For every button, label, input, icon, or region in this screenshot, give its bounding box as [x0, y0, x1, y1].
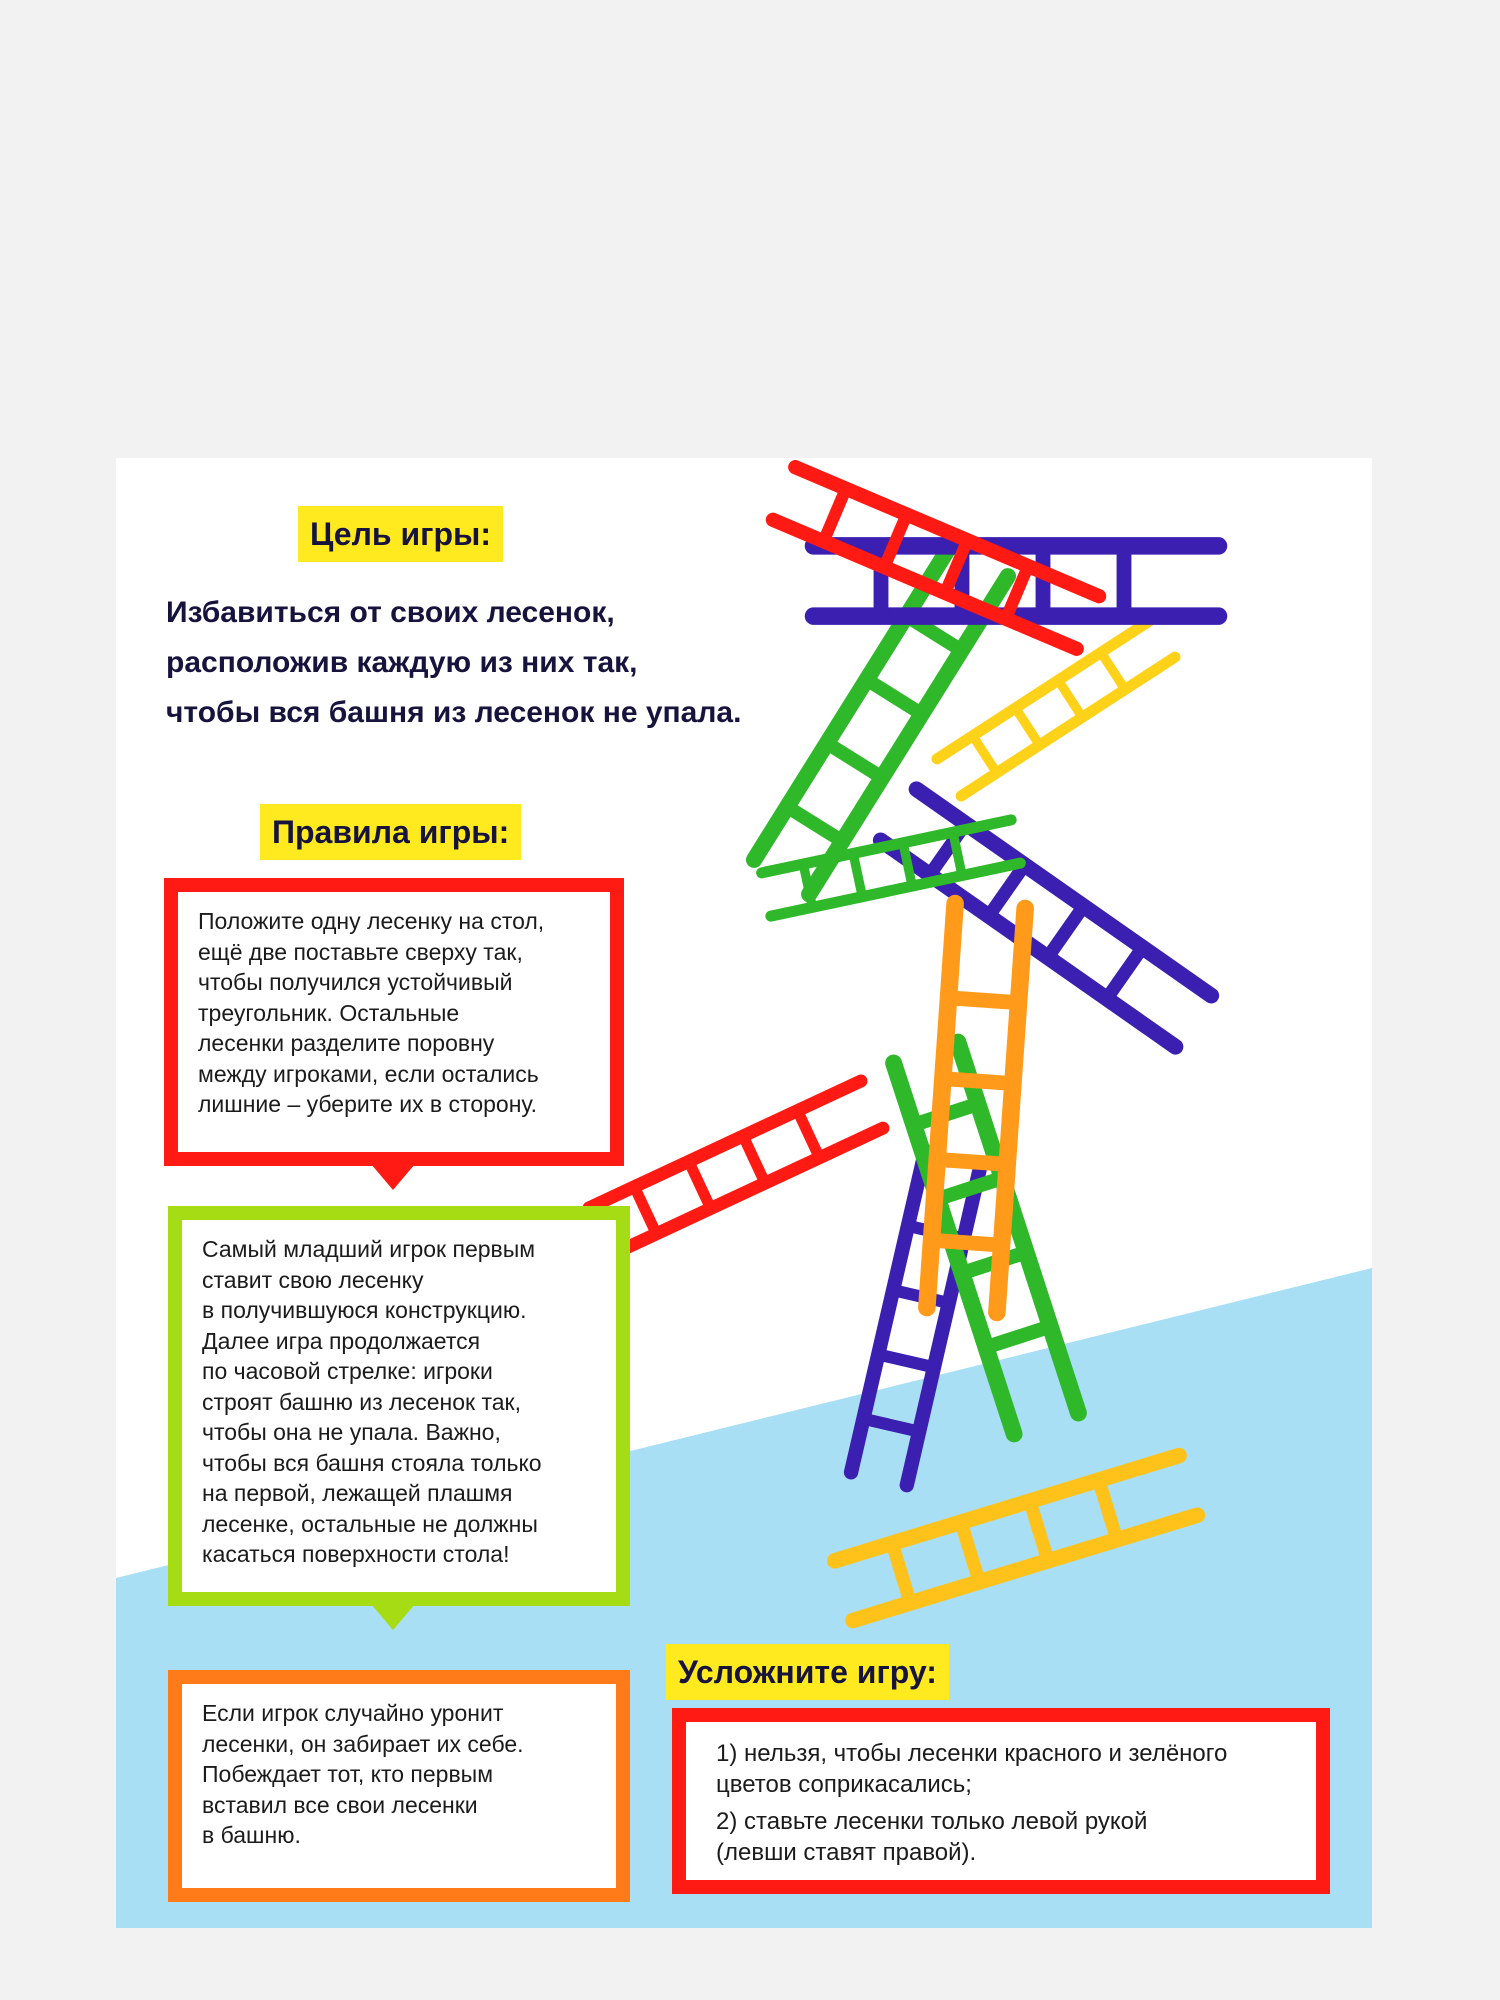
goal-text: [166, 588, 826, 738]
rules-line: Положите одну лесенку на стол,: [198, 908, 545, 934]
rules-line: в получившуюся конструкцию.: [202, 1297, 527, 1323]
rules-box-lose: [168, 1670, 630, 1902]
rules-line: Самый младший игрок первым: [202, 1236, 536, 1262]
rules-line: строят башню из лесенок так,: [202, 1388, 521, 1415]
rules-line: на первой, лежащей плашмя: [202, 1480, 513, 1506]
goal-line: чтобы вся башня из лесенок не упала.: [166, 696, 742, 729]
rules-box-setup: [164, 878, 624, 1166]
goal-line: расположив каждую из них так,: [166, 646, 638, 679]
goal-heading: Цель игры:: [298, 506, 503, 562]
instruction-card: [116, 458, 1372, 1928]
rules-line: в башню.: [202, 1822, 301, 1848]
ladder-yellow-base: [835, 1456, 1198, 1621]
rules-line: лесенки, он забирает их себе.: [202, 1730, 524, 1757]
rules-line: лесенке, остальные не должны: [202, 1510, 538, 1537]
rules-line: ещё две поставьте сверху так,: [198, 938, 523, 965]
rules-line: Побеждает тот, кто первым: [202, 1761, 494, 1787]
rules-line: вставил все свои лесенки: [202, 1791, 478, 1818]
complicate-line: цветов соприкасались;: [716, 1771, 972, 1798]
speech-tail: [371, 1604, 415, 1630]
rules-line: Если игрок случайно уронит: [202, 1700, 504, 1726]
rules-heading: Правила игры:: [260, 804, 521, 860]
rules-line: треугольник. Остальные: [198, 999, 460, 1026]
rules-line: ставит свою лесенку: [202, 1266, 424, 1293]
complicate-box: [672, 1708, 1330, 1894]
ladder-red-left: [589, 1081, 883, 1255]
rules-line: лишние – уберите их в сторону.: [198, 1091, 537, 1117]
complicate-heading: Усложните игру:: [666, 1644, 949, 1700]
rules-box-play: [168, 1206, 630, 1606]
rules-line: чтобы получился устойчивый: [198, 969, 513, 995]
complicate-line: 1) нельзя, чтобы лесенки красного и зелёного: [716, 1740, 1228, 1767]
rules-line: лесенки разделите поровну: [198, 1030, 495, 1056]
rules-line: чтобы вся башня стояла только: [202, 1449, 542, 1476]
ladder-purple-center: [851, 1151, 981, 1485]
rules-line: Далее игра продолжается: [202, 1327, 481, 1354]
rules-line: касаться поверхности стола!: [202, 1541, 510, 1567]
complicate-line: (левши ставят правой).: [716, 1839, 977, 1866]
goal-line: Избавиться от своих лесенок,: [166, 596, 615, 629]
rules-line: по часовой стрелке: игроки: [202, 1358, 493, 1384]
ladder-purple-right: [881, 789, 1212, 1047]
rules-line: между игроками, если остались: [198, 1060, 539, 1087]
speech-tail: [371, 1164, 415, 1190]
rules-line: чтобы она не упала. Важно,: [202, 1419, 501, 1445]
complicate-line: 2) ставьте лесенки только левой рукой: [716, 1808, 1148, 1835]
